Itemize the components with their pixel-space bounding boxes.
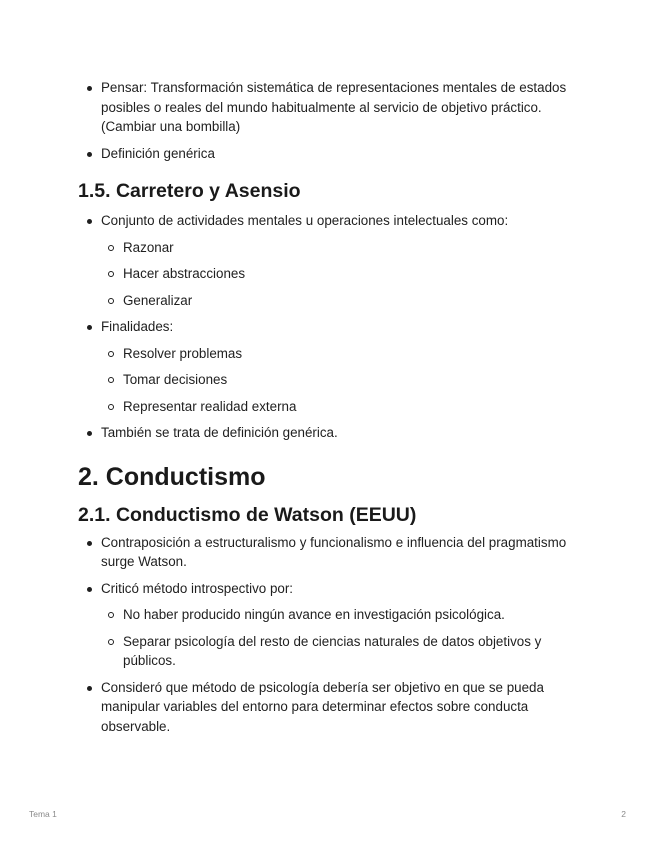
- footer-doc-name: Tema 1: [29, 809, 57, 819]
- list-item: Consideró que método de psicología debería ser objetivo en que se pueda manipular variables del entorno para determinar efectos sobre conducta observable.: [78, 678, 577, 737]
- sublist-item: Representar realidad externa: [101, 397, 577, 417]
- list-item-text: Conjunto de actividades mentales u operaciones intelectuales como:: [101, 213, 509, 228]
- sublist-item: Hacer abstracciones: [101, 264, 577, 284]
- list-item: Pensar: Transformación sistemática de representaciones mentales de estados posibles o reales del mundo habitualmente al servicio de objetivo práctico. (Cambiar una bombilla): [78, 78, 577, 137]
- list-item: [78, 211, 577, 310]
- list-item: Definición genérica: [78, 144, 577, 164]
- sublist-item: Resolver problemas: [101, 344, 577, 364]
- sublist: [101, 238, 577, 311]
- sublist-item: Generalizar: [101, 291, 577, 311]
- sublist-item: No haber producido ningún avance en investigación psicológica.: [101, 605, 577, 625]
- sublist-item: Tomar decisiones: [101, 370, 577, 390]
- intro-list: [78, 78, 577, 163]
- section-heading-2: 2. Conductismo: [78, 462, 266, 491]
- watson-list: [78, 533, 577, 737]
- list-item-text: Finalidades:: [101, 319, 174, 334]
- sublist-item: Separar psicología del resto de ciencias naturales de datos objetivos y públicos.: [101, 632, 577, 671]
- list-item: También se trata de definición genérica.: [78, 423, 577, 443]
- sublist-item: Razonar: [101, 238, 577, 258]
- section-heading-1-5: 1.5. Carretero y Asensio: [78, 180, 301, 202]
- list-item: Contraposición a estructuralismo y funcionalismo e influencia del pragmatismo surge Watson.: [78, 533, 577, 572]
- sublist: [101, 605, 577, 671]
- list-item: [78, 317, 577, 416]
- section-heading-2-1: 2.1. Conductismo de Watson (EEUU): [78, 503, 417, 526]
- list-item: [78, 579, 577, 671]
- sublist: [101, 344, 577, 417]
- carretero-list: [78, 211, 577, 443]
- list-item-text: Criticó método introspectivo por:: [101, 580, 294, 596]
- footer-page-number: 2: [621, 809, 626, 819]
